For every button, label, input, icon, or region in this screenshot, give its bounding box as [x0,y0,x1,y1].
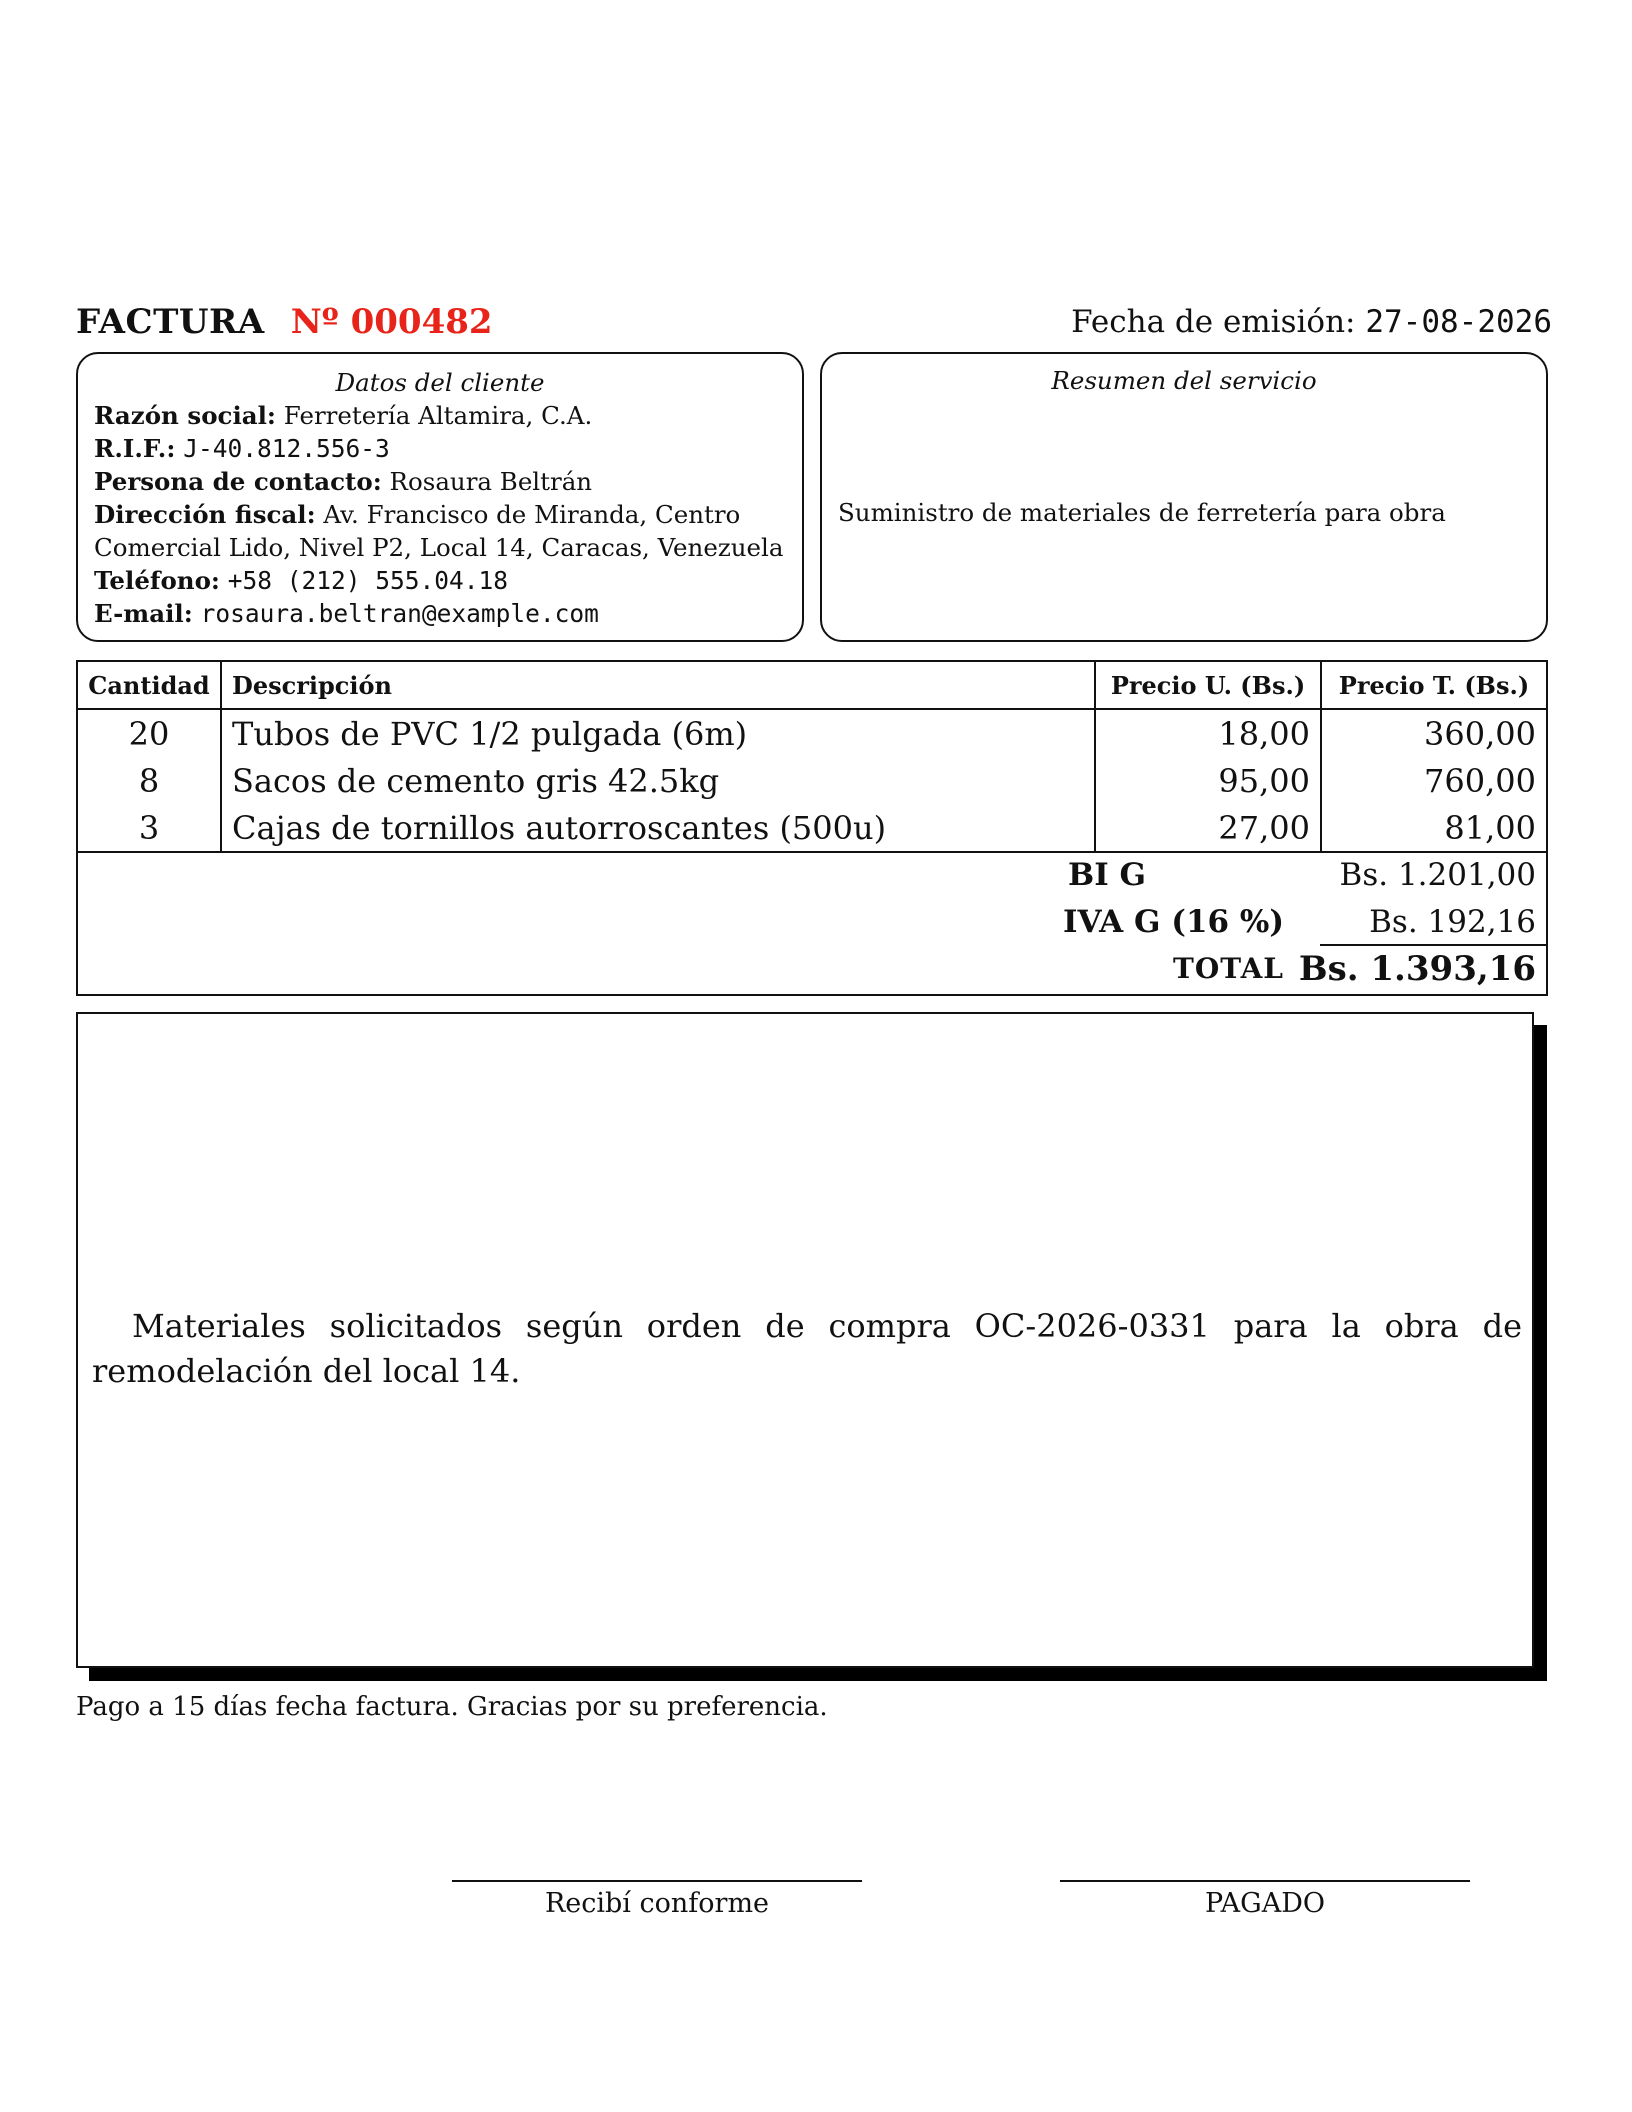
row-total-price: 760,00 [1321,757,1547,804]
notes-text: Materiales solicitados según orden de compra OC-2026-0331 para la obra de remodelación del local 14. [92,1307,1522,1390]
summary-box-caption: Resumen del servicio [1051,366,1317,395]
col-header-description: Descripción [221,661,1095,709]
summary-text: Suministro de materiales de ferretería para obra [838,498,1446,527]
invoice-title [76,300,493,344]
row-description: Sacos de cemento gris 42.5kg [221,757,1095,804]
signature-paid: PAGADO [1060,1880,1470,1919]
row-unit-price: 95,00 [1095,757,1321,804]
issue-date-value: 27-08-2026 [1365,304,1552,340]
phone-label: Teléfono: [94,566,220,595]
notes-box [76,1012,1534,1668]
col-header-quantity: Cantidad [77,661,221,709]
row-quantity: 20 [77,709,221,757]
email-value[interactable]: rosaura.beltran@example.com [200,599,599,628]
table-row [77,804,1547,852]
table-row [77,757,1547,804]
row-description: Cajas de tornillos autorroscantes (500u) [221,804,1095,852]
client-box-caption: Datos del cliente [335,368,545,397]
row-description: Tubos de PVC 1/2 pulgada (6m) [221,709,1095,757]
table-row [77,709,1547,757]
phone-line [94,564,786,597]
row-total-price: 360,00 [1321,709,1547,757]
items-table-header [77,661,1547,709]
client-data-box [76,352,804,642]
total-row [78,946,1546,992]
col-header-unit-price: Precio U. (Bs.) [1095,661,1321,709]
business-name-label: Razón social: [94,401,276,430]
total-label: TOTAL [1173,952,1284,985]
rif-value: J-40.812.556-3 [183,434,390,463]
row-unit-price: 27,00 [1095,804,1321,852]
rif-label: R.I.F.: [94,434,176,463]
address-value-line2: Comercial Lido, Nivel P2, Local 14, Caracas, Venezuela [94,533,784,562]
contact-line [94,465,786,498]
row-quantity: 3 [77,804,221,852]
rif-line [94,432,786,465]
taxable-base-value: Bs. 1.201,00 [1339,857,1536,893]
issue-date [1071,300,1552,344]
phone-value: +58 (212) 555.04.18 [227,566,509,595]
business-name-line [94,399,786,432]
address-value-line1: Av. Francisco de Miranda, Centro [323,500,741,529]
address-line [94,498,786,531]
vat-label: IVA G (16 %) [1063,904,1284,940]
document-type: FACTURA [76,302,265,342]
address-label: Dirección fiscal: [94,500,316,529]
row-quantity: 8 [77,757,221,804]
taxable-base-label: BI G [1068,857,1146,893]
business-name-value: Ferretería Altamira, C.A. [283,401,593,430]
issue-date-label: Fecha de emisión: [1071,304,1356,340]
invoice-number: Nº 000482 [290,302,493,342]
items-table [76,660,1548,853]
contact-label: Persona de contacto: [94,467,382,496]
contact-value: Rosaura Beltrán [389,467,593,496]
payment-terms-note: Pago a 15 días fecha factura. Gracias por su preferencia. [76,1692,828,1722]
total-value: Bs. 1.393,16 [1298,949,1536,989]
vat-value: Bs. 192,16 [1369,904,1536,940]
row-total-price: 81,00 [1321,804,1547,852]
col-header-total-price: Precio T. (Bs.) [1321,661,1547,709]
vat-row [78,899,1546,945]
taxable-base-row [78,852,1546,898]
totals-section [76,852,1548,996]
row-unit-price: 18,00 [1095,709,1321,757]
service-summary-box [820,352,1548,642]
email-line [94,597,786,630]
email-label: E-mail: [94,599,193,628]
signature-received: Recibí conforme [452,1880,862,1919]
